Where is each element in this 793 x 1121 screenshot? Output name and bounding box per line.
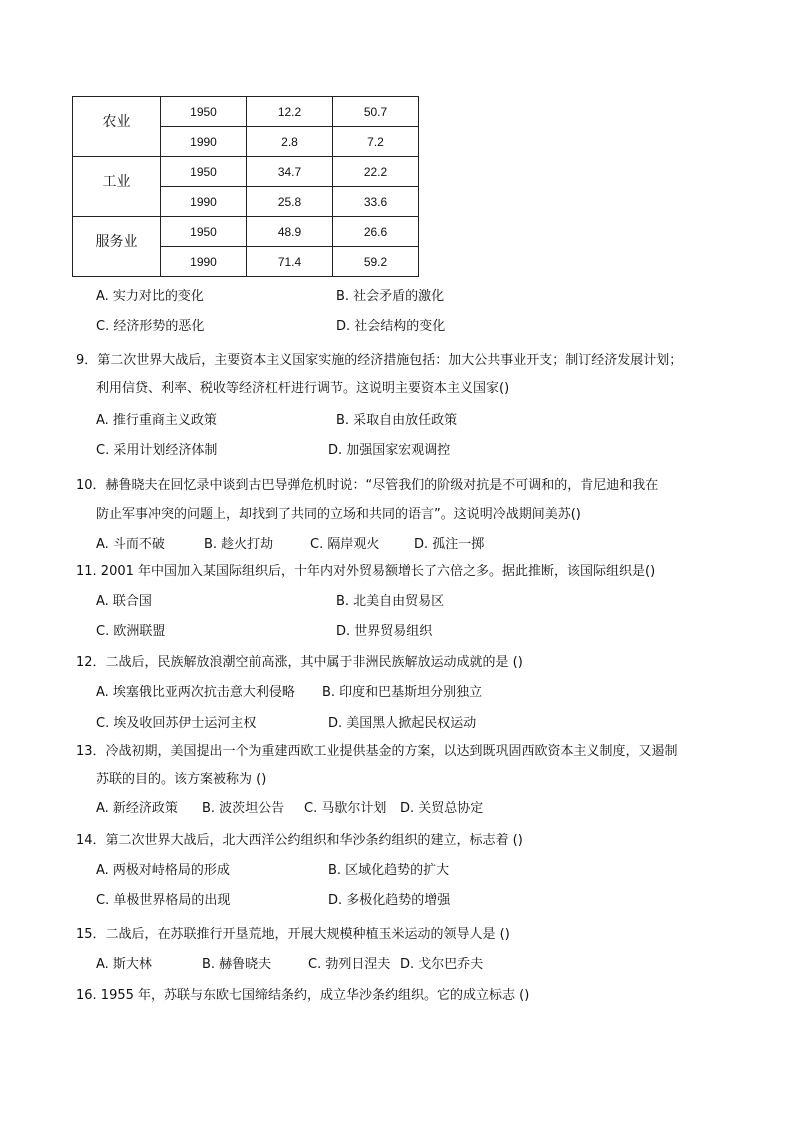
table-row [73, 157, 419, 187]
value-cell: 26.6 [333, 217, 419, 247]
q13-option-a: A. 新经济政策 [96, 801, 178, 816]
q10-option-a: A. 斗而不破 [96, 537, 165, 552]
q11-option-c: C. 欧洲联盟 [96, 624, 166, 639]
q8-option-a: A. 实力对比的变化 [96, 289, 204, 304]
year-cell: 1950 [161, 97, 247, 127]
q14-option-d: D. 多极化趋势的增强 [328, 893, 451, 908]
value-cell: 48.9 [247, 217, 333, 247]
year-cell: 1950 [161, 157, 247, 187]
q15-stem-line1: 15．二战后，在苏联推行开垦荒地，开展大规模种植玉米运动的领导人是 () [76, 927, 510, 942]
q15-option-a: A. 斯大林 [96, 957, 152, 972]
year-cell: 1990 [161, 187, 247, 217]
value-cell: 7.2 [333, 127, 419, 157]
value-cell: 34.7 [247, 157, 333, 187]
q10-stem-line1: 10．赫鲁晓夫在回忆录中谈到古巴导弹危机时说：“尽管我们的阶级对抗是不可调和的，肯尼迪和我在 [76, 478, 659, 493]
sector-cell: 服务业 [73, 217, 161, 277]
q15-option-b: B. 赫鲁晓夫 [202, 957, 272, 972]
q14-option-a: A. 两极对峙格局的形成 [96, 863, 230, 878]
value-cell: 50.7 [333, 97, 419, 127]
q12-option-b: B. 印度和巴基斯坦分别独立 [322, 685, 483, 700]
q10-option-b: B. 趁火打劫 [204, 537, 274, 552]
q9-option-b: B. 采取自由放任政策 [336, 413, 458, 428]
q11-option-a: A. 联合国 [96, 594, 152, 609]
table-row [73, 217, 419, 247]
q15-option-d: D. 戈尔巴乔夫 [400, 957, 484, 972]
year-cell: 1990 [161, 247, 247, 277]
q13-stem-line1: 13．冷战初期，美国提出一个为重建西欧工业提供基金的方案，以达到既巩固西欧资本主义制度，又遏制 [76, 744, 678, 759]
q12-option-c: C. 埃及收回苏伊士运河主权 [96, 716, 257, 731]
q9-stem-line2: 利用信贷、利率、税收等经济杠杆进行调节。这说明主要资本主义国家() [96, 381, 510, 396]
q13-stem-line2: 苏联的目的。该方案被称为 () [96, 772, 267, 787]
q11-option-b: B. 北美自由贸易区 [336, 594, 445, 609]
q14-stem-line1: 14．第二次世界大战后，北大西洋公约组织和华沙条约组织的建立，标志着 () [76, 833, 523, 848]
q9-option-d: D. 加强国家宏观调控 [328, 443, 451, 458]
q11-stem-line1: 11. 2001 年中国加入某国际组织后，十年内对外贸易额增长了六倍之多。据此推断，该国际组织是() [76, 564, 656, 579]
q12-stem-line1: 12．二战后，民族解放浪潮空前高涨，其中属于非洲民族解放运动成就的是 () [76, 655, 523, 670]
value-cell: 12.2 [247, 97, 333, 127]
q8-option-d: D. 社会结构的变化 [336, 319, 446, 334]
q16-stem-line1: 16. 1955 年，苏联与东欧七国缔结条约，成立华沙条约组织。它的成立标志 () [76, 988, 530, 1003]
q8-option-b: B. 社会矛盾的激化 [336, 289, 445, 304]
value-cell: 25.8 [247, 187, 333, 217]
q13-option-c: C. 马歇尔计划 [304, 801, 387, 816]
value-cell: 22.2 [333, 157, 419, 187]
q10-option-d: D. 孤注一掷 [414, 537, 485, 552]
q9-stem-line1: 9．第二次世界大战后，主要资本主义国家实施的经济措施包括：加大公共事业开支；制订经济发展计划； [76, 353, 683, 368]
sector-cell: 农业 [73, 97, 161, 157]
year-cell: 1950 [161, 217, 247, 247]
q15-option-c: C. 勃列日涅夫 [308, 957, 391, 972]
q9-option-a: A. 推行重商主义政策 [96, 413, 217, 428]
sector-cell: 工业 [73, 157, 161, 217]
value-cell: 59.2 [333, 247, 419, 277]
q10-stem-line2: 防止军事冲突的问题上，却找到了共同的立场和共同的语言”。这说明冷战期间美苏() [96, 507, 581, 522]
year-cell: 1990 [161, 127, 247, 157]
q14-option-b: B. 区域化趋势的扩大 [328, 863, 450, 878]
value-cell: 2.8 [247, 127, 333, 157]
q12-option-a: A. 埃塞俄比亚两次抗击意大利侵略 [96, 685, 295, 700]
q12-option-d: D. 美国黑人掀起民权运动 [328, 716, 477, 731]
value-cell: 71.4 [247, 247, 333, 277]
q13-option-b: B. 波茨坦公告 [202, 801, 285, 816]
q13-option-d: D. 关贸总协定 [400, 801, 484, 816]
q9-option-c: C. 采用计划经济体制 [96, 443, 218, 458]
value-cell: 33.6 [333, 187, 419, 217]
q8-option-c: C. 经济形势的恶化 [96, 319, 205, 334]
q14-option-c: C. 单极世界格局的出现 [96, 893, 231, 908]
q10-option-c: C. 隔岸观火 [310, 537, 380, 552]
table-row [73, 97, 419, 127]
q11-option-d: D. 世界贸易组织 [336, 624, 433, 639]
economy-structure-table [72, 96, 419, 277]
